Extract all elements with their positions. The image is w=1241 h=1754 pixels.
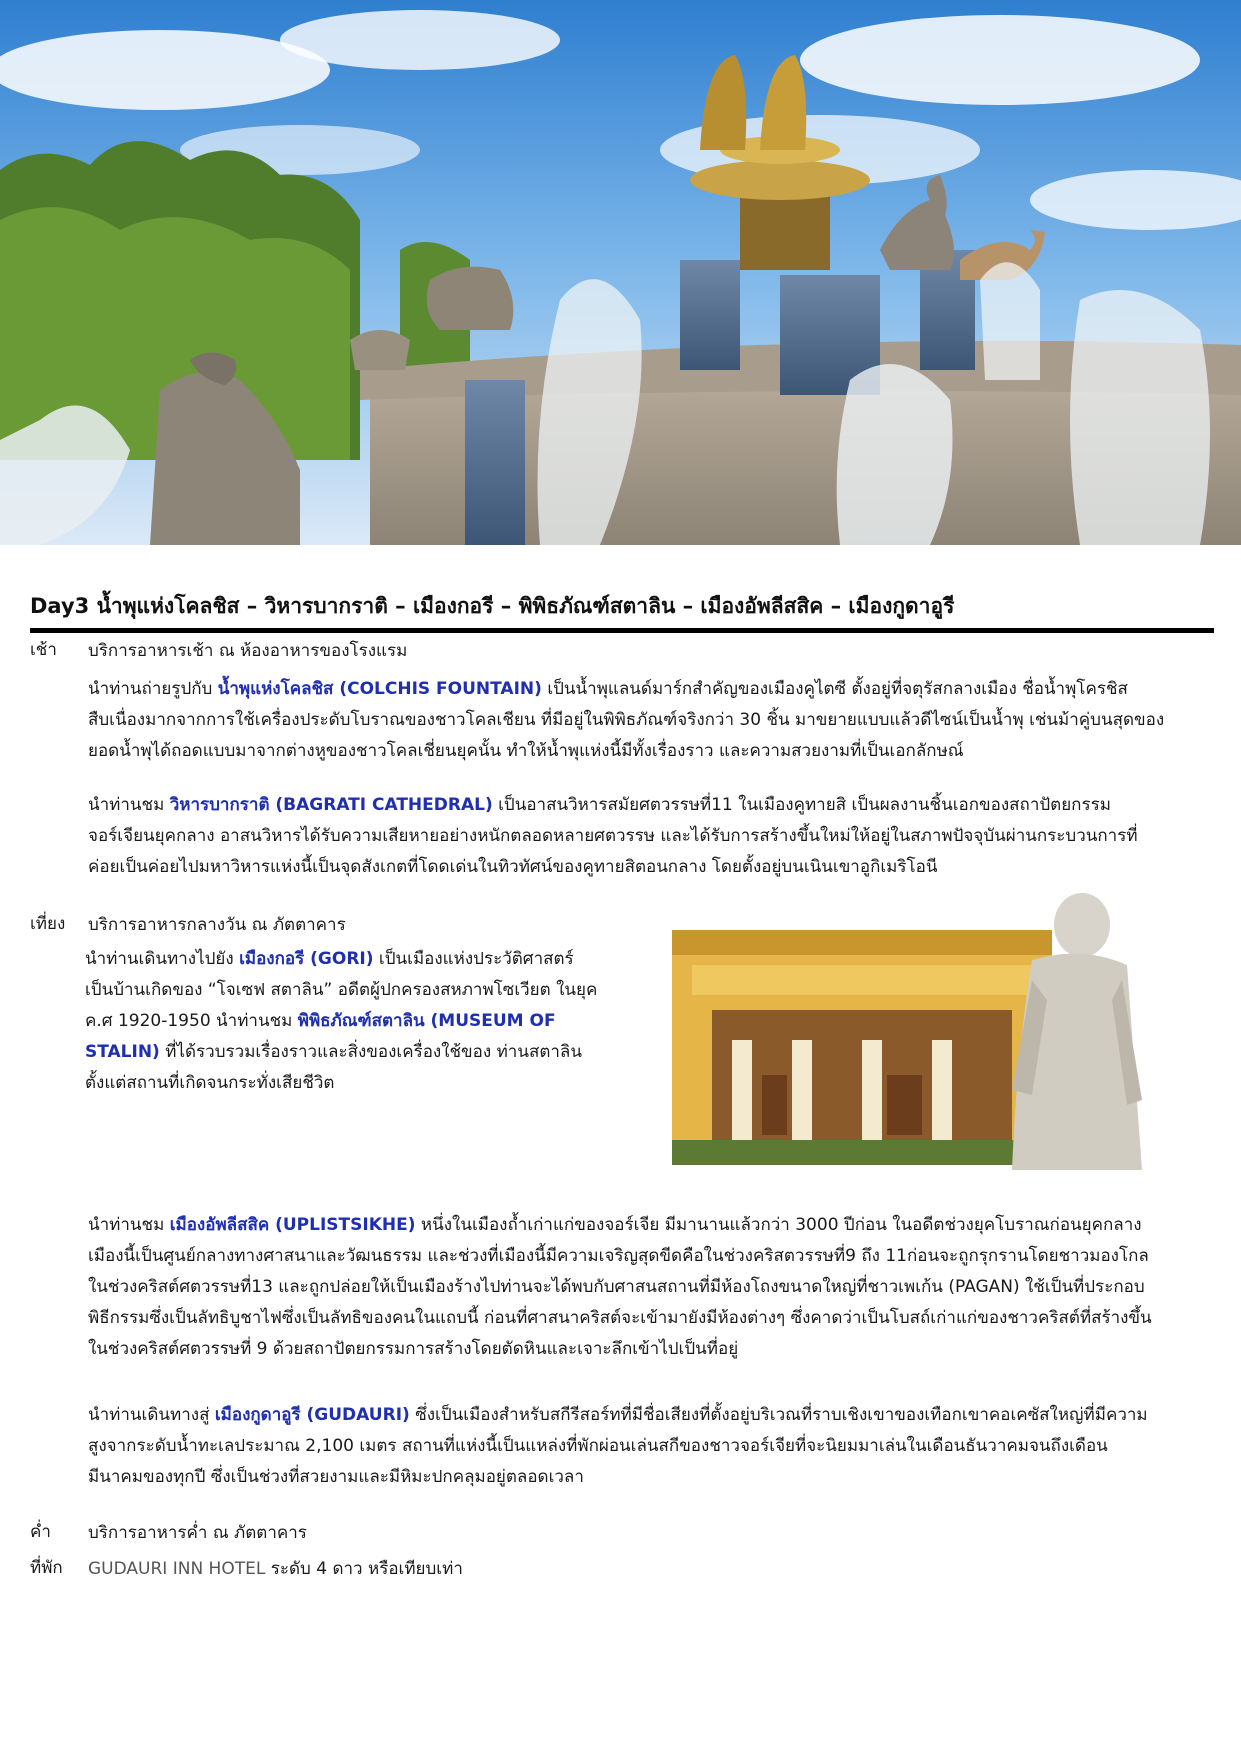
bagrati-paragraph: [88, 790, 1218, 883]
hotel-name: GUDAURI INN HOTEL: [88, 1559, 266, 1579]
uplistsikhe-line-2: เมืองนี้เป็นศูนย์กลางทางศาสนาและวัฒนธรรม และช่วงที่เมืองนี้มีความเจริญสุดขีดคือในช่วงคริสตวรรษที่9 ถึง 11ก่อนจะถูกรุกรานโดยชาวมองโกล: [88, 1246, 1149, 1266]
gori-intro: นำท่านเดินทางไปยัง: [85, 949, 240, 969]
gori-line-1-rest: เป็นเมืองแห่งประวัติศาสตร์: [373, 949, 574, 969]
bagrati-line-2: จอร์เจียนยุคกลาง อาสนวิหารได้รับความเสียหายอย่างหนักตลอดหลายศตวรรษ และได้รับการสร้างขึ้นใหม่ให้อยู่ในสภาพปัจจุบันผ่านกระบวนการที่: [88, 826, 1138, 846]
gori-highlight: เมืองกอรี (GORI): [239, 949, 374, 969]
colchis-line-3: ยอดน้ำพุได้ถอดแบบมาจากต่างหูของชาวโคลเชี่ยนยุคนั้น ทำให้น้ำพุแห่งนี้มีทั้งเรื่องราว และความสวยงามที่เป็นเอกลักษณ์: [88, 741, 964, 761]
colchis-intro: นำท่านถ่ายรูปกับ: [88, 679, 218, 699]
uplistsikhe-line-1-rest: หนึ่งในเมืองถ้ำเก่าแก่ของจอร์เจีย มีมานานแล้วกว่า 3000 ปีก่อน ในอดีตช่วงยุคโบราณก่อนยุคกลาง: [415, 1215, 1142, 1235]
gori-line-3: [85, 1006, 645, 1037]
gori-line-3-text: ค.ศ 1920-1950 นำท่านชม: [85, 1011, 298, 1031]
stalin-museum-illustration: [672, 890, 1142, 1170]
stalin-museum-highlight-2: STALIN): [85, 1042, 160, 1062]
gori-line-1: [85, 944, 645, 975]
lunch-label: เที่ยง: [30, 914, 66, 934]
uplistsikhe-line-1: [88, 1210, 1218, 1241]
dinner-text: บริการอาหารค่ำ ณ ภัตตาคาร: [88, 1523, 307, 1543]
gudauri-line-3: มีนาคมของทุกปี ซึ่งเป็นช่วงที่สวยงามและมีหิมะปกคลุมอยู่ตลอดเวลา: [88, 1467, 584, 1487]
gudauri-line-1-rest: ซึ่งเป็นเมืองสำหรับสกีรีสอร์ทที่มีชื่อเสียงที่ตั้งอยู่บริเวณที่ราบเชิงเขาของเทือกเขาคอเคซัสใหญ่ที่มีความ: [409, 1405, 1148, 1425]
gori-line-5: ตั้งแต่สถานที่เกิดจนกระทั่งเสียชีวิต: [85, 1073, 335, 1093]
bagrati-cathedral-highlight: วิหารบากราติ (BAGRATI CATHEDRAL): [169, 795, 493, 815]
stalin-museum-highlight: พิพิธภัณฑ์สตาลิน (MUSEUM OF: [297, 1011, 556, 1031]
colchis-line-1: [88, 674, 1218, 705]
hero-image: [0, 0, 1241, 545]
lunch-text: บริการอาหารกลางวัน ณ ภัตตาคาร: [88, 915, 346, 935]
uplistsikhe-intro: นำท่านชม: [88, 1215, 170, 1235]
uplistsikhe-highlight: เมืองอัพลีสสิค (UPLISTSIKHE): [169, 1215, 416, 1235]
gudauri-intro: นำท่านเดินทางสู่: [88, 1405, 215, 1425]
uplistsikhe-line-4: พิธีกรรมซึ่งเป็นลัทธิบูชาไฟซึ่งเป็นลัทธิของคนในแถบนี้ ก่อนที่ศาสนาคริสต์จะเข้ามายังมีห้องต่างๆ ซึ่งคาดว่าเป็นโบสถ์เก่าแก่ของชาวคริสต์ที่สร้างขึ้น: [88, 1308, 1152, 1328]
colchis-line-1-rest: เป็นน้ำพุแลนด์มาร์กสำคัญของเมืองคูไตซี ตั้งอยู่ที่จตุรัสกลางเมือง ชื่อน้ำพุโครชิส: [541, 679, 1128, 699]
stalin-museum-image: [672, 890, 1142, 1170]
gudauri-line-1: [88, 1400, 1218, 1431]
bagrati-line-1-rest: เป็นอาสนวิหารสมัยศตวรรษที่11 ในเมืองคูทายสิ เป็นผลงานชิ้นเอกของสถาปัตยกรรม: [492, 795, 1111, 815]
gori-line-4: [85, 1037, 645, 1068]
colchis-fountain-highlight: น้ำพุแห่งโคลชิส (COLCHIS FOUNTAIN): [217, 679, 542, 699]
hotel-rating: ระดับ 4 ดาว หรือเทียบเท่า: [265, 1559, 463, 1579]
bagrati-line-3: ค่อยเป็นค่อยไปมหาวิหารแห่งนี้เป็นจุดสังเกตที่โดดเด่นในทิวทัศน์ของคูทายสิตอนกลาง โดยตั้งอยู่บนเนินเขาอูกิเมริโอนี: [88, 857, 938, 877]
gori-line-4-rest: ที่ได้รวบรวมเรื่องราวและสิ่งของเครื่องใช้ของ ท่านสตาลิน: [159, 1042, 582, 1062]
title-divider: [30, 628, 1214, 633]
day-title: Day3 น้ำพุแห่งโคลชิส – วิหารบากราติ – เมืองกอรี – พิพิธภัณฑ์สตาลิน – เมืองอัพลีสสิค – เมืองกูดาอูรี: [30, 594, 955, 618]
hotel-label: ที่พัก: [30, 1558, 63, 1578]
breakfast-text: บริการอาหารเช้า ณ ห้องอาหารของโรงแรม: [88, 641, 408, 661]
gori-line-2: เป็นบ้านเกิดของ “โจเซฟ สตาลิน” อดีตผู้ปกครองสหภาพโซเวียต ในยุค: [85, 980, 598, 1000]
gudauri-highlight: เมืองกูดาอูรี (GUDAURI): [214, 1405, 410, 1425]
colchis-fountain-illustration: [0, 0, 1241, 545]
uplistsikhe-paragraph: [88, 1210, 1218, 1365]
colchis-line-2: สืบเนื่องมากจากการใช้เครื่องประดับโบราณของชาวโคลเชียน ที่มีอยู่ในพิพิธภัณฑ์จริงกว่า 30 ชิ้น มาขยายแบบแล้วดีไซน์เป็นน้ำพุ เช่นม้าคู่บนสุดของ: [88, 710, 1165, 730]
bagrati-intro: นำท่านชม: [88, 795, 170, 815]
colchis-paragraph: [88, 674, 1218, 767]
gudauri-paragraph: [88, 1400, 1218, 1493]
bagrati-line-1: [88, 790, 1218, 821]
hotel-text: [88, 1554, 1238, 1585]
morning-label: เช้า: [30, 640, 57, 660]
gudauri-line-2: สูงจากระดับน้ำทะเลประมาณ 2,100 เมตร สถานที่แห่งนี้เป็นแหล่งที่พักผ่อนเล่นสกีของชาวจอร์เจียที่จะนิยมมาเล่นในเดือนธันวาคมจนถึงเดือน: [88, 1436, 1108, 1456]
uplistsikhe-line-5: ในช่วงคริสต์ศตวรรษที่ 9 ด้วยสถาปัตยกรรมการสร้างโดยตัดหินและเจาะลึกเข้าไปเป็นที่อยู่: [88, 1339, 739, 1359]
uplistsikhe-line-3: ในช่วงคริสต์ศตวรรษที่13 และถูกปล่อยให้เป็นเมืองร้างไปท่านจะได้พบกับศาสนสถานที่มีห้องโถงขนาดใหญ่ที่ชาวเพเก้น (PAGAN) ใช้เป็นที่ประกอบ: [88, 1277, 1145, 1297]
gori-paragraph: [85, 944, 645, 1099]
dinner-label: ค่ำ: [30, 1522, 51, 1542]
